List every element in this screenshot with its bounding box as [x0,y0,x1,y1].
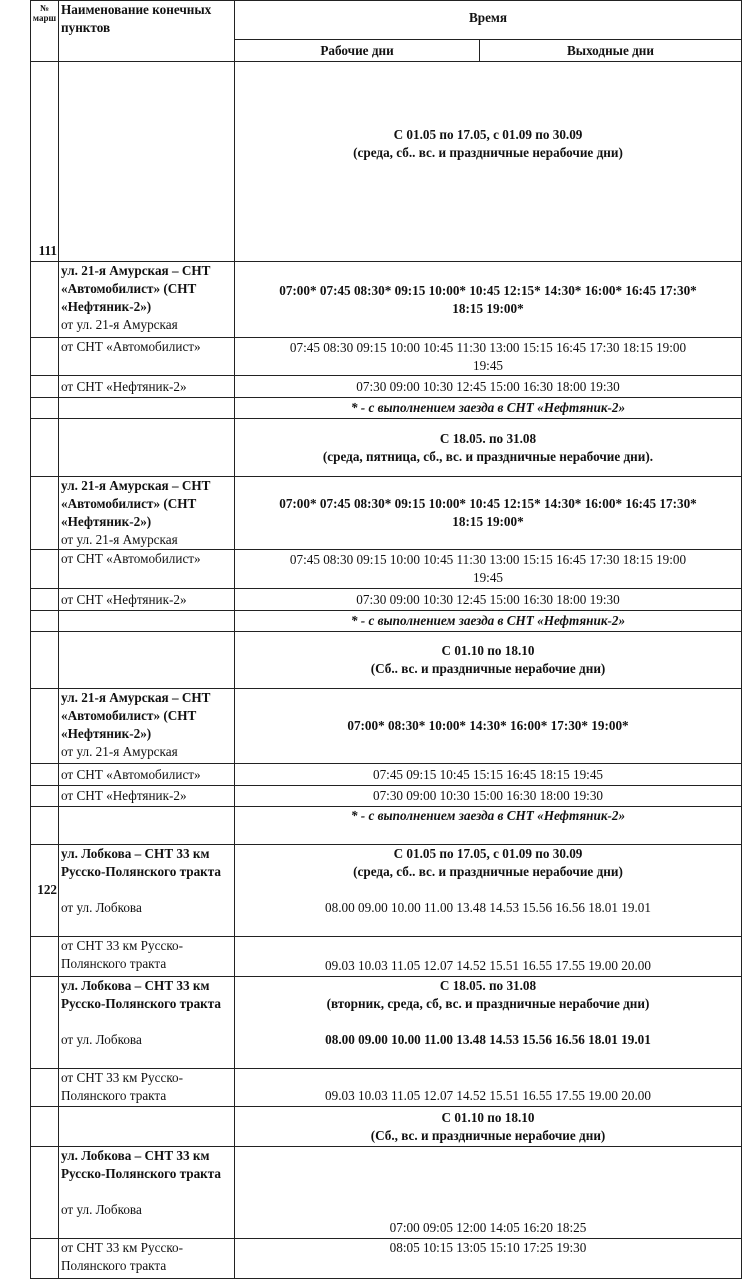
period-days: (среда, пятница, сб., вс. и праздничные нерабочие дни). [322,448,654,464]
header-workdays: Рабочие дни [235,40,480,61]
period-days: (Сб., вс. и праздничные нерабочие дни) [370,1127,606,1143]
footnote: * - с выполнением заезда в СНТ «Нефтяник-2» [235,398,742,419]
header-name: Наименование конечных пунктов [59,1,235,62]
times-line: 08.00 09.00 10.00 11.00 13.48 14.53 15.56 16.56 18.01 19.01 [325,1032,651,1047]
times-cell: 07:00 09:05 12:00 14:05 16:20 18:25 [235,1147,742,1239]
times-line: 19:45 [472,570,504,585]
period-days: (Сб.. вс. и праздничные нерабочие дни) [370,661,606,676]
times-line: 07:45 08:30 09:15 10:00 10:45 11:30 13:00 15:15 16:45 17:30 18:15 19:00 [289,552,687,567]
times-cell [235,262,742,338]
period-days: (среда, сб.. вс. и праздничные нерабочие дни) [353,144,623,160]
period-header [235,62,742,262]
period-header [235,632,742,689]
period-title: С 01.10 по 18.10 [441,643,535,658]
period-title: С 01.05 по 17.05, с 01.09 по 30.09 [393,846,583,861]
from-label: от СНТ 33 км Русско-Полянского тракта [59,1069,235,1107]
period-title: С 18.05. по 31.08 [439,430,537,446]
period-days: (вторник, среда, сб, вс. и праздничные нерабочие дни) [326,996,650,1011]
stop-name: ул. Лобкова – СНТ 33 км Русско-Полянского тракта [61,978,221,1011]
times-line: 07:45 08:30 09:15 10:00 10:45 11:30 13:00 15:15 16:45 17:30 18:15 19:00 [289,339,687,355]
times-line: 07:00* 07:45 08:30* 09:15 10:00* 10:45 12:15* 14:30* 16:00* 16:45 17:30* [279,496,697,511]
from-label: от ул. 21-я Амурская [61,744,178,759]
stop-cell [59,477,235,550]
from-label: от ул. Лобкова [61,1032,142,1047]
times-cell: 07:30 09:00 10:30 12:45 15:00 16:30 18:00 19:30 [235,376,742,398]
times-cell: 07:00* 08:30* 10:00* 14:30* 16:00* 17:30* 19:00* [235,689,742,764]
stop-cell [59,262,235,338]
stop-name: ул. Лобкова – СНТ 33 км Русско-Полянского тракта [61,846,221,879]
footnote: * - с выполнением заезда в СНТ «Нефтяник-2» [235,807,742,845]
times-line: 08.00 09.00 10.00 11.00 13.48 14.53 15.56 16.56 18.01 19.01 [325,900,651,915]
times-line: 07:00* 07:45 08:30* 09:15 10:00* 10:45 12:15* 14:30* 16:00* 16:45 17:30* [279,282,697,298]
from-label: от СНТ «Нефтяник-2» [59,786,235,807]
stop-name: ул. Лобкова – СНТ 33 км Русско-Полянского тракта [61,1148,221,1181]
period-title: С 01.10 по 18.10 [441,1109,535,1125]
times-cell: 07:30 09:00 10:30 15:00 16:30 18:00 19:30 [235,786,742,807]
stop-cell [59,1147,235,1239]
stop-cell [59,977,235,1069]
times-cell: 07:30 09:00 10:30 12:45 15:00 16:30 18:00 19:30 [235,589,742,611]
times-cell: 07:45 09:15 10:45 15:15 16:45 18:15 19:45 [235,764,742,786]
period-title: С 18.05. по 31.08 [439,978,537,993]
from-label: от ул. Лобкова [61,1202,142,1217]
times-cell: 09.03 10.03 11.05 12.07 14.52 15.51 16.55 17.55 19.00 20.00 [235,937,742,977]
header-number: № марш [31,1,59,62]
from-label: от СНТ «Автомобилист» [59,338,235,376]
period-header [235,1107,742,1147]
from-label: от ул. Лобкова [61,900,142,915]
stop-name: ул. 21-я Амурская – СНТ «Автомобилист» (СНТ «Нефтяник-2») [61,690,211,741]
route-number-111: 111 [31,62,59,262]
times-line: 18:15 19:00* [452,300,524,316]
from-label: от СНТ 33 км Русско-Полянского тракта [59,1239,235,1279]
times-cell [235,477,742,550]
bus-schedule-table [30,0,742,1279]
from-label: от СНТ «Нефтяник-2» [59,589,235,611]
header-time: Время [235,1,742,40]
footnote: * - с выполнением заезда в СНТ «Нефтяник-2» [235,611,742,632]
times-line: 18:15 19:00* [452,514,524,529]
period-block [235,977,742,1069]
route-number-122: 122 [31,845,59,937]
times-cell: 09.03 10.03 11.05 12.07 14.52 15.51 16.55 17.55 19.00 20.00 [235,1069,742,1107]
stop-cell [59,689,235,764]
from-label: от СНТ «Нефтяник-2» [59,376,235,398]
stop-name: ул. 21-я Амурская – СНТ «Автомобилист» (СНТ «Нефтяник-2») [61,478,211,529]
times-cell: 08:05 10:15 13:05 15:10 17:25 19:30 [235,1239,742,1279]
times-cell [235,550,742,589]
period-header [235,419,742,477]
stop-cell [59,845,235,937]
from-label: от СНТ «Автомобилист» [59,550,235,589]
period-block [235,845,742,937]
times-line: 19:45 [472,357,504,373]
from-label: от СНТ 33 км Русско-Полянского тракта [59,937,235,977]
stop-name: ул. 21-я Амурская – СНТ «Автомобилист» (СНТ «Нефтяник-2») [61,263,211,314]
from-label: от ул. 21-я Амурская [61,317,178,332]
header-weekends: Выходные дни [567,43,654,58]
times-cell [235,338,742,376]
period-days: (среда, сб.. вс. и праздничные нерабочие дни) [353,864,623,879]
from-label: от ул. 21-я Амурская [61,532,178,547]
period-title: С 01.05 по 17.05, с 01.09 по 30.09 [393,126,583,142]
from-label: от СНТ «Автомобилист» [59,764,235,786]
